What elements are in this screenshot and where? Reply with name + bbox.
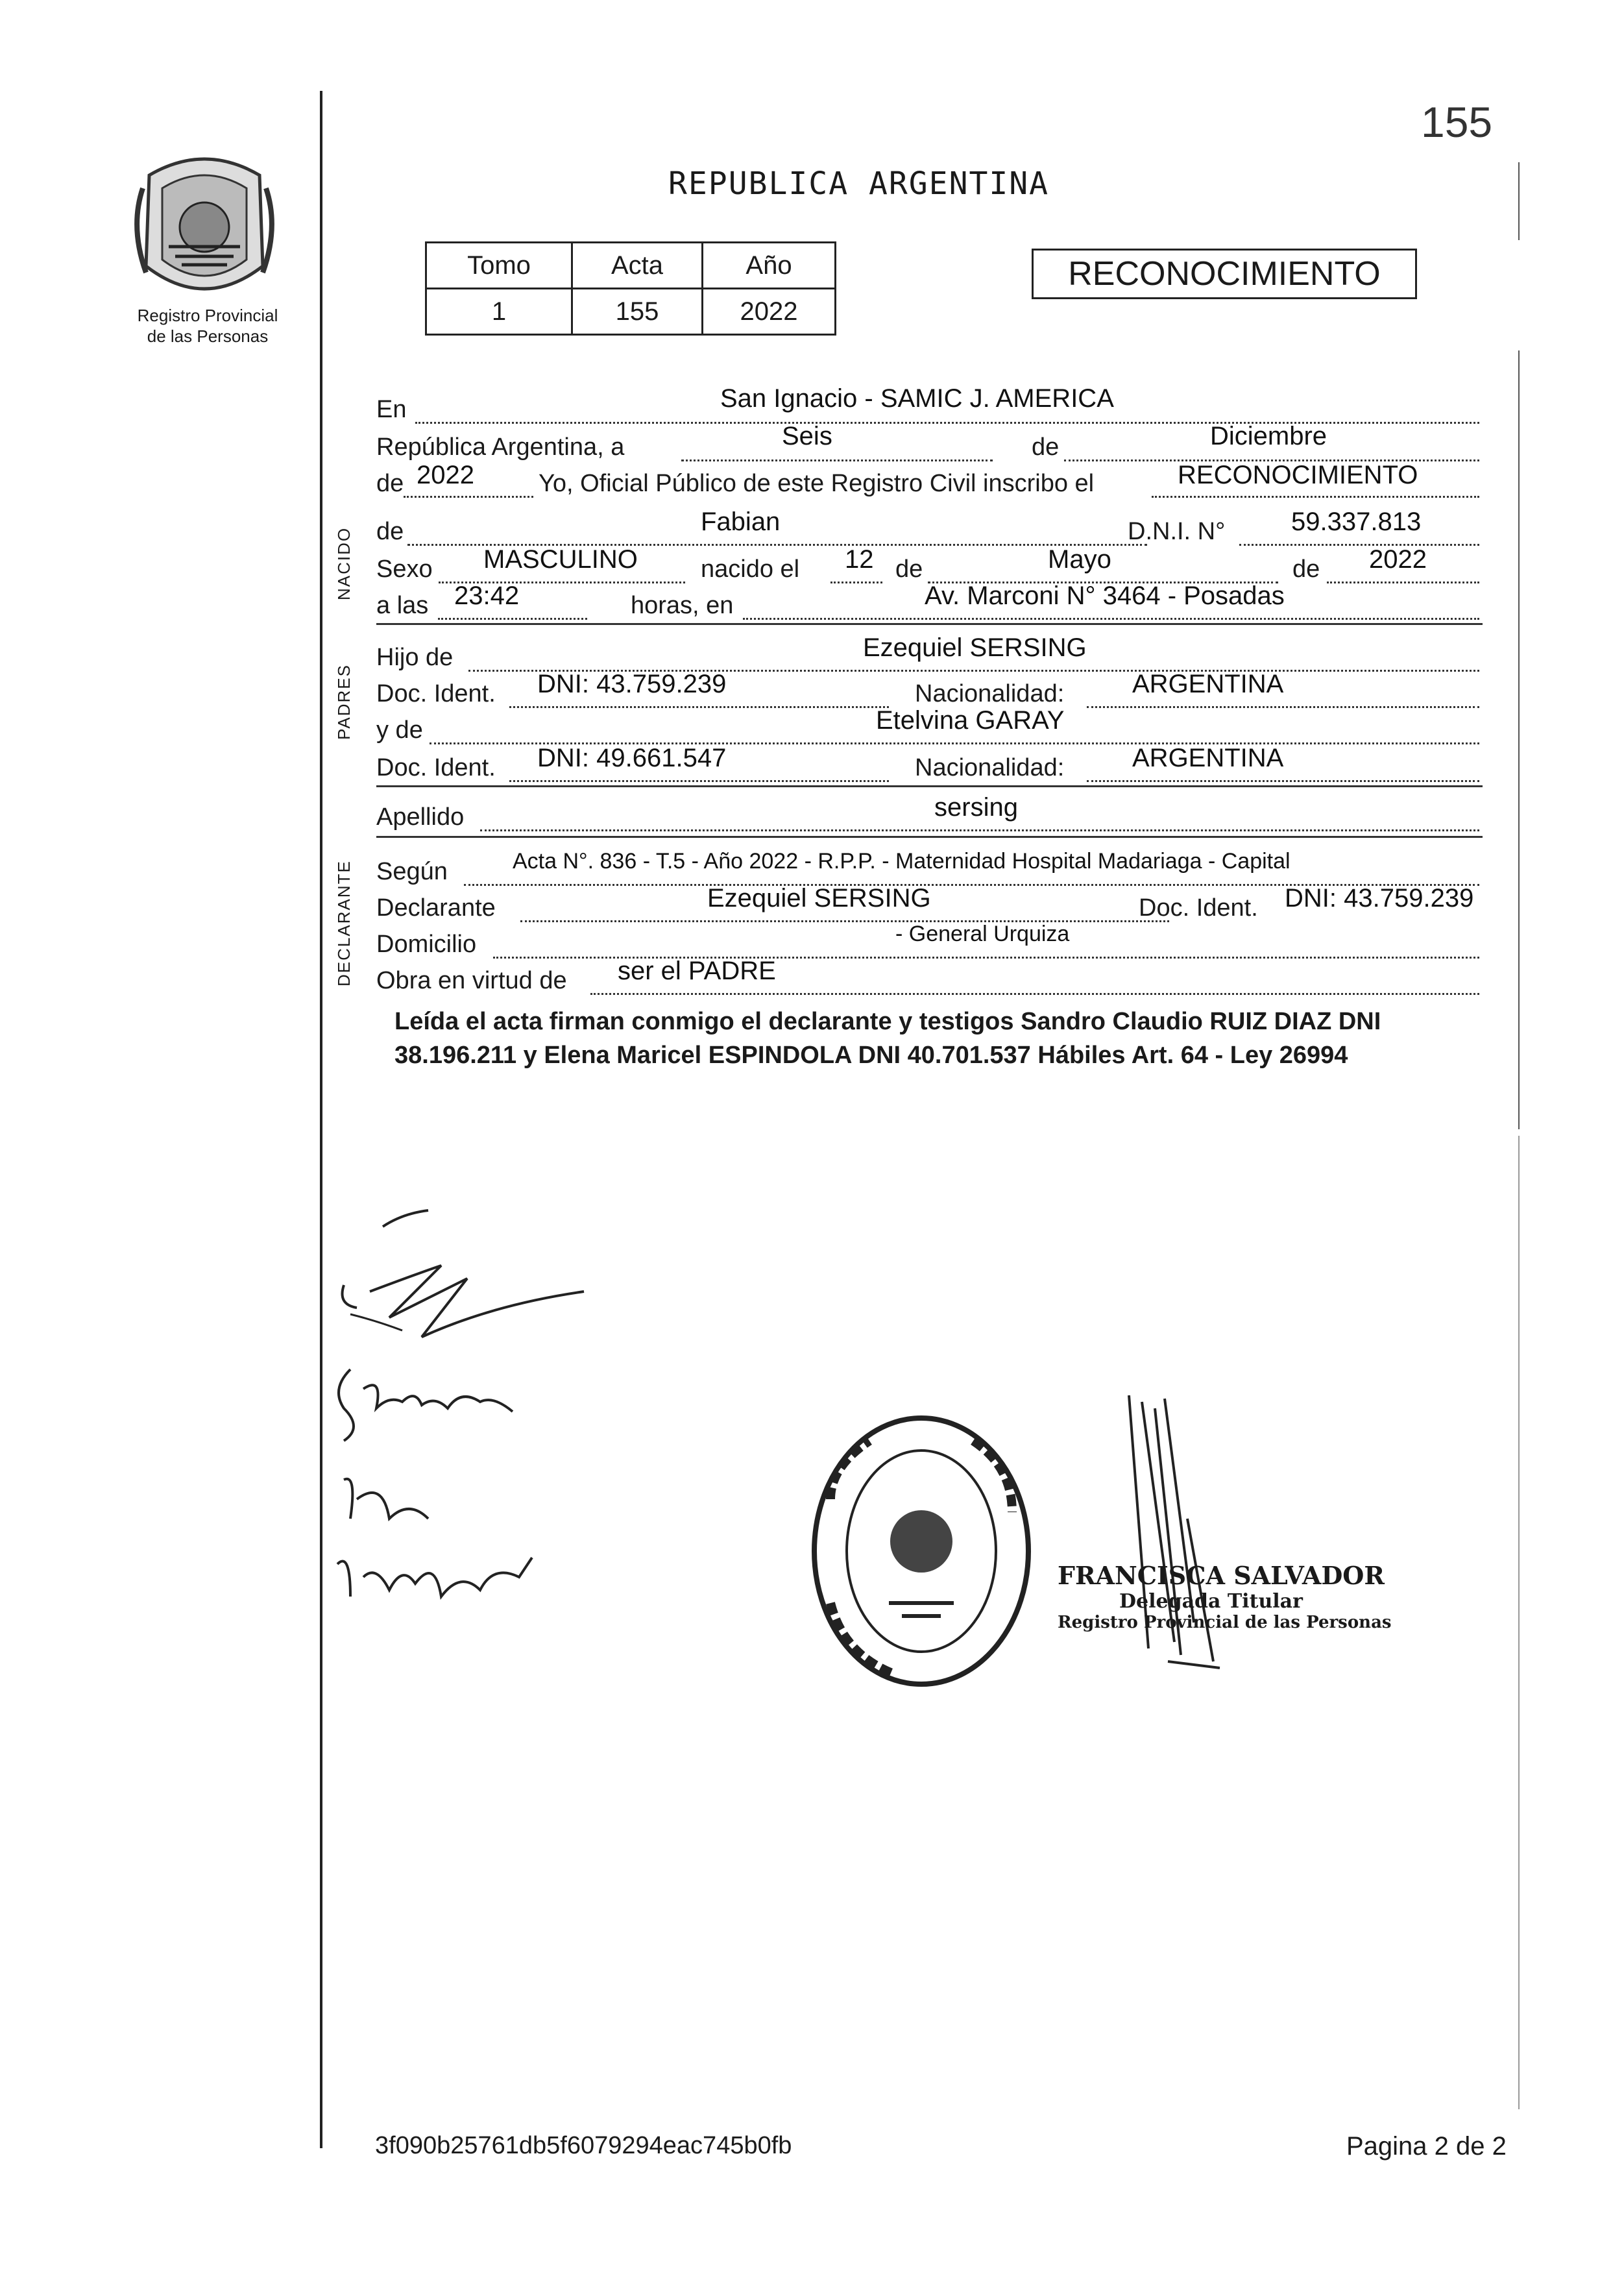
- birth-time-value: 23:42: [454, 582, 520, 610]
- officer-name: FRANCISCA SALVADOR: [1058, 1561, 1385, 1590]
- child-dni-value: 59.337.813: [1291, 508, 1422, 536]
- officer-signature: [1103, 1389, 1272, 1687]
- table-header: Año: [703, 243, 836, 289]
- document-type-box: RECONOCIMIENTO: [1032, 249, 1417, 299]
- act-type-value: RECONOCIMIENTO: [1178, 461, 1418, 489]
- row-place: En San Ignacio - SAMIC J. AMERICA: [376, 388, 1479, 426]
- father-value: Ezequiel SERSING: [863, 633, 1087, 662]
- declarante-value: Ezequiel SERSING: [707, 884, 931, 912]
- row-date: República Argentina, a Seis de Diciembre: [376, 426, 1479, 463]
- right-margin-line: [1518, 1136, 1520, 2109]
- document-hash: 3f090b25761db5f6079294eac745b0fb: [375, 2132, 792, 2159]
- row-surname: Apellido sersing: [376, 796, 1479, 833]
- section-divider: [376, 623, 1483, 625]
- table-header: Acta: [572, 243, 703, 289]
- section-divider: [376, 836, 1483, 838]
- side-label-nacido: NACIDO: [334, 526, 354, 600]
- acta-value: 155: [572, 289, 703, 335]
- row-domicilio: Domicilio - General Urquiza: [376, 923, 1479, 961]
- row-segun: Según Acta N°. 836 - T.5 - Año 2022 - R.P.P. - Maternidad Hospital Madariaga - Capital: [376, 850, 1479, 888]
- row-obra: Obra en virtud de ser el PADRE: [376, 959, 1479, 997]
- officer-role: Delegada Titular: [1119, 1590, 1303, 1613]
- tomo-value: 1: [426, 289, 572, 335]
- obra-value: ser el PADRE: [618, 957, 776, 985]
- row-declarante: Declarante Ezequiel SERSING Doc. Ident. DNI: 43.759.239: [376, 884, 1474, 922]
- child-name-value: Fabian: [701, 508, 781, 536]
- register-table: [425, 241, 836, 336]
- row-father-doc: Doc. Ident. DNI: 43.759.239 Nacionalidad: ARGENTINA: [376, 672, 1479, 710]
- surname-value: sersing: [934, 793, 1018, 822]
- declarante-doc-value: DNI: 43.759.239: [1285, 884, 1474, 912]
- birth-year-value: 2022: [1369, 545, 1427, 574]
- closing-statement: Leída el acta firman conmigo el declarante y testigos Sandro Claudio RUIZ DIAZ DNI 38.196.211 y Elena Maricel ESPINDOLA DNI 40.701.537 Hábiles Art. 64 - Ley 26994: [394, 1008, 1381, 1069]
- section-divider: [376, 785, 1483, 787]
- officer-office: Registro Provincial de las Personas: [1058, 1613, 1392, 1632]
- row-time-place: a las 23:42 horas, en Av. Marconi N° 3464 - Posadas: [376, 584, 1479, 622]
- birth-place-value: Av. Marconi N° 3464 - Posadas: [925, 582, 1285, 610]
- row-child-name: de Fabian D.N.I. N° 59.337.813: [376, 510, 1479, 548]
- officer-block: [1058, 1561, 1392, 1632]
- mother-doc-value: DNI: 49.661.547: [537, 744, 727, 772]
- father-nationality-value: ARGENTINA: [1132, 670, 1284, 698]
- father-doc-value: DNI: 43.759.239: [537, 670, 727, 698]
- birth-month-value: Mayo: [1048, 545, 1111, 574]
- mother-value: Etelvina GARAY: [876, 706, 1065, 735]
- day-value: Seis: [782, 422, 832, 450]
- row-year: de 2022 Yo, Oficial Público de este Registro Civil inscribo el RECONOCIMIENTO: [376, 462, 1479, 500]
- row-father: Hijo de Ezequiel SERSING: [376, 636, 1479, 674]
- place-value: San Ignacio - SAMIC J. AMERICA: [720, 384, 1114, 413]
- anio-value: 2022: [703, 289, 836, 335]
- row-mother: y de Etelvina GARAY: [376, 709, 1479, 746]
- page-number: 155: [1421, 98, 1493, 146]
- misiones-crest-logo: [123, 149, 285, 305]
- segun-value: Acta N°. 836 - T.5 - Año 2022 - R.P.P. - Maternidad Hospital Madariaga - Capital: [513, 849, 1291, 874]
- side-label-declarante: DECLARANTE: [334, 860, 354, 986]
- page-of-count: Pagina 2 de 2: [1346, 2132, 1507, 2161]
- side-label-padres: PADRES: [334, 664, 354, 740]
- domicilio-value: - General Urquiza: [895, 922, 1070, 946]
- sex-value: MASCULINO: [483, 545, 638, 574]
- year-value: 2022: [417, 461, 474, 489]
- mother-nationality-value: ARGENTINA: [1132, 744, 1284, 772]
- left-margin-line: [320, 91, 322, 2148]
- month-value: Diciembre: [1210, 422, 1327, 450]
- official-stamp: [805, 1408, 1038, 1707]
- handwritten-witness-signatures: [324, 1350, 564, 1623]
- right-margin-line: [1518, 350, 1520, 1129]
- row-mother-doc: Doc. Ident. DNI: 49.661.547 Nacionalidad: ARGENTINA: [376, 746, 1479, 784]
- right-margin-line: [1518, 162, 1520, 240]
- birth-day-value: 12: [845, 545, 874, 574]
- table-header: Tomo: [426, 243, 572, 289]
- country-title: REPUBLICA ARGENTINA: [668, 165, 1050, 202]
- crest-caption: Registro Provincial de las Personas: [137, 306, 278, 346]
- row-sex-birth: Sexo MASCULINO nacido el 12 de Mayo de 2022: [376, 548, 1479, 585]
